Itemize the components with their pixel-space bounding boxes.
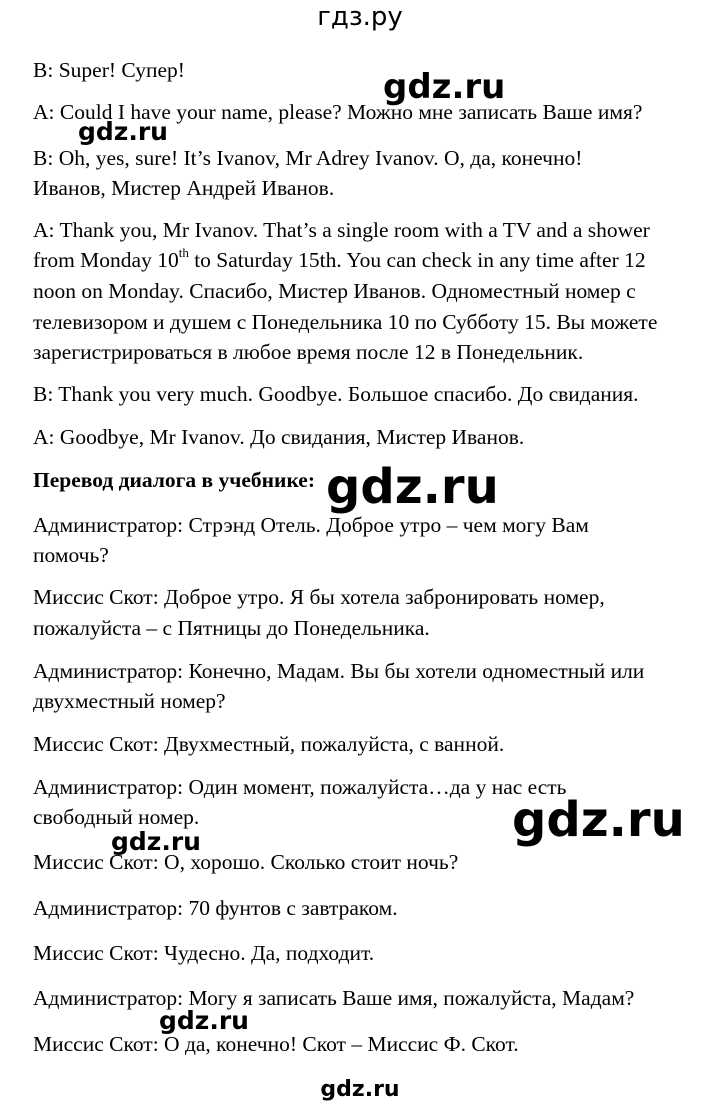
dialogue-line: Миссис Скот: Доброе утро. Я бы хотела забронировать номер, bbox=[33, 585, 605, 609]
dialogue-line: B: Oh, yes, sure! It’s Ivanov, Mr Adrey Ivanov. О, да, конечно! bbox=[33, 146, 583, 170]
watermark: gdz.ru bbox=[326, 459, 499, 515]
dialogue-line: A: Thank you, Mr Ivanov. That’s a single room with a TV and a shower bbox=[33, 218, 650, 242]
dialogue-line: B: Thank you very much. Goodbye. Большое спасибо. До свидания. bbox=[33, 382, 639, 406]
dialogue-text: from Monday 10 bbox=[33, 248, 179, 272]
dialogue-line: Администратор: Один момент, пожалуйста…да у нас есть bbox=[33, 775, 567, 799]
dialogue-line: Миссис Скот: Двухместный, пожалуйста, с ванной. bbox=[33, 732, 505, 756]
dialogue-line: свободный номер. bbox=[33, 805, 200, 829]
dialogue-line: Иванов, Мистер Андрей Иванов. bbox=[33, 176, 335, 200]
dialogue-line: B: Super! Супер! bbox=[33, 58, 185, 82]
dialogue-line: Администратор: Стрэнд Отель. Доброе утро – чем могу Вам bbox=[33, 513, 589, 537]
dialogue-line: A: Goodbye, Mr Ivanov. До свидания, Мистер Иванов. bbox=[33, 425, 525, 449]
dialogue-text: to Saturday 15th. You can check in any time after 12 bbox=[188, 248, 646, 272]
dialogue-line: зарегистрироваться в любое время после 12 в Понедельник. bbox=[33, 340, 584, 364]
dialogue-line: A: Could I have your name, please? Можно мне записать Ваше имя? bbox=[33, 100, 643, 124]
watermark: gdz.ru bbox=[78, 117, 168, 146]
dialogue-line: помочь? bbox=[33, 543, 109, 567]
page-footer: gdz.ru bbox=[320, 1077, 400, 1102]
page-header: гдз.ру bbox=[317, 2, 403, 32]
dialogue-line bbox=[33, 244, 698, 276]
dialogue-line: Миссис Скот: О да, конечно! Скот – Миссис Ф. Скот. bbox=[33, 1032, 519, 1056]
dialogue-line: Администратор: Конечно, Мадам. Вы бы хотели одноместный или bbox=[33, 659, 645, 683]
dialogue-line: Миссис Скот: О, хорошо. Сколько стоит ночь? bbox=[33, 850, 459, 874]
superscript-ordinal: th bbox=[178, 245, 189, 260]
dialogue-line: noon on Monday. Спасибо, Мистер Иванов. Одноместный номер с bbox=[33, 279, 636, 303]
section-heading: Перевод диалога в учебнике: bbox=[33, 468, 315, 492]
dialogue-line: двухместный номер? bbox=[33, 689, 226, 713]
watermark: gdz.ru bbox=[159, 1006, 249, 1035]
watermark: gdz.ru bbox=[512, 792, 685, 848]
dialogue-line: Администратор: Могу я записать Ваше имя, пожалуйста, Мадам? bbox=[33, 986, 635, 1010]
watermark: gdz.ru bbox=[383, 67, 506, 107]
watermark: gdz.ru bbox=[111, 827, 201, 856]
dialogue-line: Администратор: 70 фунтов с завтраком. bbox=[33, 896, 398, 920]
dialogue-line: пожалуйста – с Пятницы до Понедельника. bbox=[33, 616, 430, 640]
dialogue-line: телевизором и душем с Понедельника 10 по Субботу 15. Вы можете bbox=[33, 310, 658, 334]
dialogue-line: Миссис Скот: Чудесно. Да, подходит. bbox=[33, 941, 375, 965]
